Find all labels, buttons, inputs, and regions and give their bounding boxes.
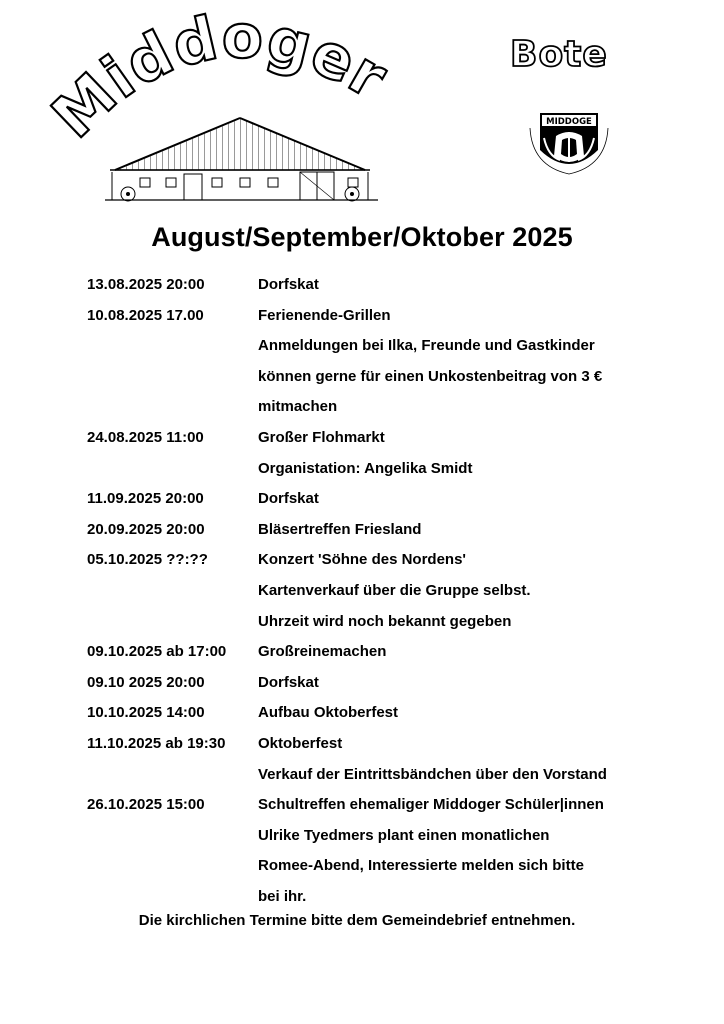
event-description: Dorfskat — [258, 490, 319, 508]
event-description: Uhrzeit wird noch bekannt gegeben — [258, 612, 512, 630]
event-description: Schultreffen ehemaliger Middoger Schüler|innen — [258, 796, 604, 814]
event-datetime: 10.08.2025 17.00 — [87, 306, 204, 324]
event-row — [87, 301, 697, 332]
event-row — [87, 729, 697, 760]
event-description: Organistation: Angelika Smidt — [258, 459, 473, 477]
event-list — [87, 270, 697, 912]
page-title: August/September/Oktober 2025 — [151, 222, 573, 252]
event-description: Bläsertreffen Friesland — [258, 520, 422, 538]
event-description: Großreinemachen — [258, 643, 387, 661]
event-row — [87, 484, 697, 515]
event-description: Romee-Abend, Interessierte melden sich bitte — [258, 857, 584, 875]
event-description: Ulrike Tyedmers plant einen monatlichen — [258, 826, 550, 844]
village-crest-icon — [530, 113, 608, 174]
event-datetime: 11.09.2025 20:00 — [87, 490, 204, 508]
brand-wordmark: Middoger — [39, 2, 399, 152]
masthead — [0, 0, 724, 215]
event-row — [87, 576, 697, 607]
event-description: können gerne für einen Unkostenbeitrag von 3 € — [258, 367, 603, 385]
event-datetime: 11.10.2025 ab 19:30 — [87, 734, 226, 752]
event-row — [87, 882, 697, 913]
event-datetime: 10.10.2025 14:00 — [87, 704, 205, 722]
event-row — [87, 668, 697, 699]
side-wordmark: Bote — [510, 34, 608, 75]
event-row — [87, 362, 697, 393]
event-row — [87, 423, 697, 454]
event-description: Ferienende-Grillen — [258, 306, 391, 324]
event-row — [87, 760, 697, 791]
footer-note: Die kirchlichen Termine bitte dem Gemeindebrief entnehmen. — [138, 912, 576, 929]
event-description: Dorfskat — [258, 673, 319, 691]
event-description: Dorfskat — [258, 276, 319, 293]
event-description: Großer Flohmarkt — [258, 428, 385, 446]
event-datetime: 05.10.2025 ??:?? — [87, 551, 208, 569]
event-row — [87, 790, 697, 821]
event-row — [87, 821, 697, 852]
event-datetime: 24.08.2025 11:00 — [87, 428, 204, 446]
event-row — [87, 607, 697, 638]
event-description: bei ihr. — [258, 887, 307, 905]
event-row — [87, 545, 697, 576]
event-row — [87, 851, 697, 882]
event-datetime: 26.10.2025 15:00 — [87, 796, 205, 814]
event-description: Aufbau Oktoberfest — [258, 704, 399, 722]
event-row — [87, 454, 697, 485]
masthead-graphics — [0, 0, 724, 215]
event-row — [87, 515, 697, 546]
event-description: Konzert 'Söhne des Nordens' — [258, 551, 466, 569]
event-row — [87, 637, 697, 668]
svg-text:MIDDOGE: MIDDOGE — [546, 117, 592, 127]
event-datetime: 20.09.2025 20:00 — [87, 520, 205, 538]
event-row — [87, 698, 697, 729]
event-row — [87, 392, 697, 423]
event-description: Oktoberfest — [258, 734, 343, 752]
event-description: Anmeldungen bei Ilka, Freunde und Gastkinder — [258, 337, 595, 355]
event-row — [87, 270, 697, 301]
event-row — [87, 331, 697, 362]
barn-illustration — [105, 118, 378, 201]
event-datetime: 09.10.2025 ab 17:00 — [87, 643, 227, 661]
event-datetime: 09.10 2025 20:00 — [87, 673, 205, 691]
event-description: Kartenverkauf über die Gruppe selbst. — [258, 581, 531, 599]
event-description: mitmachen — [258, 398, 338, 416]
event-description: Verkauf der Eintrittsbändchen über den Vorstand — [258, 765, 607, 783]
event-datetime: 13.08.2025 20:00 — [87, 276, 205, 293]
